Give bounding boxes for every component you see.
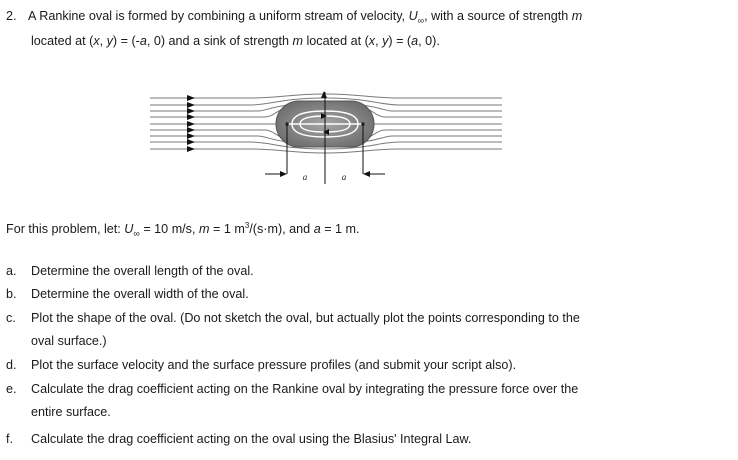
task-letter: a. (6, 264, 17, 278)
task-e (6, 381, 17, 397)
task-f (6, 431, 13, 447)
problem-number: 2. (6, 9, 17, 23)
task-d (6, 357, 17, 373)
task-letter: d. (6, 358, 17, 372)
task-d-text: Plot the surface velocity and the surface pressure profiles (and submit your script also). (31, 358, 517, 372)
rankine-oval-figure (140, 84, 510, 194)
problem-line-1: 2. A Rankine oval is formed by combining a uniform stream of velocity, $U_\infty$, with a source of strength m (6, 9, 583, 26)
task-c-text-1: Plot the shape of the oval. (Do not sketch the oval, but actually plot the points corresponding to the (31, 311, 580, 325)
task-e-text-2: entire surface. (31, 405, 111, 419)
task-b-text: Determine the overall width of the oval. (31, 287, 249, 301)
task-e-text-1: Calculate the drag coefficient acting on the Rankine oval by integrating the pressure force over the (31, 382, 579, 396)
task-a (6, 263, 17, 279)
dimension-label-left-a: a (302, 172, 308, 182)
task-a-text: Determine the overall length of the oval. (31, 264, 254, 278)
task-letter: c. (6, 311, 16, 325)
task-letter: f. (6, 432, 13, 446)
task-c-text-2: oval surface.) (31, 334, 107, 348)
problem-line-2: located at (x, y) = (-a, 0) and a sink of strength m located at (x, y) = (a, 0). (31, 34, 440, 48)
task-f-text: Calculate the drag coefficient acting on the oval using the Blasius' Integral Law. (31, 432, 472, 446)
task-b (6, 286, 17, 302)
given-values: For this problem, let: $U_\infty = 10$ m/s, m = 1 $m^3/(s\cdot m)$, and a = 1 m. (6, 221, 360, 239)
task-c (6, 310, 16, 326)
task-letter: e. (6, 382, 17, 396)
dimension-label-right-a: a (341, 172, 347, 182)
task-letter: b. (6, 287, 17, 301)
